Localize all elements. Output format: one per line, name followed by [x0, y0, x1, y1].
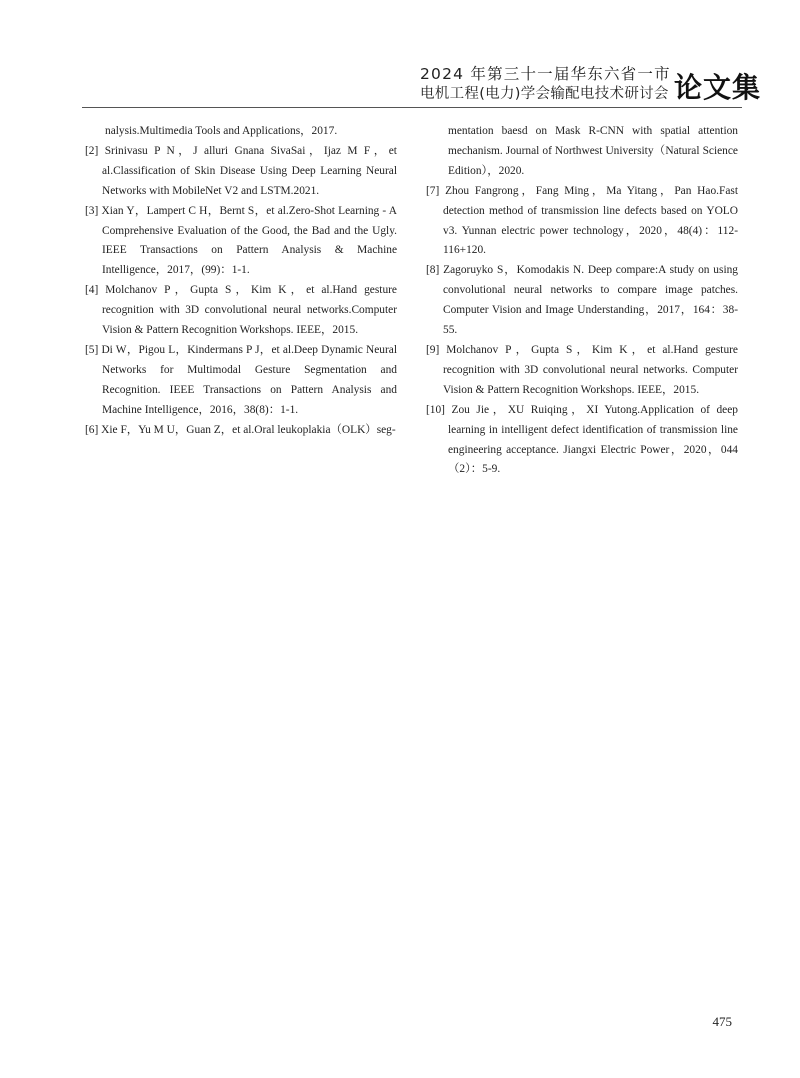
reference-text: Xian Y，Lampert C H，Bernt S，et al.Zero-Shot Learning - A Comprehensive Evaluation of the Good, the Bad and the Ugly. IEEE Transactions on Pattern Analysis & Machine Intelligence，2017，(99)：1-1.: [101, 204, 397, 277]
conference-title-line-2: 电机工程(电力)学会输配电技术研讨会: [420, 86, 669, 102]
reference-item: [85, 341, 397, 421]
reference-continuation: [85, 122, 397, 142]
references-right-column: [426, 122, 738, 480]
reference-item: [426, 341, 738, 401]
reference-item: [85, 142, 397, 202]
running-header: [420, 62, 762, 106]
reference-item: [85, 421, 397, 441]
header-rule: [82, 107, 742, 108]
reference-item: [426, 182, 738, 262]
reference-text: Srinivasu P N，J alluri Gnana SivaSai，Ijaz M F，et al.Classification of Skin Disease Using Deep Learning Neural Networks with MobileNet V2 and LSTM.2021.: [102, 144, 397, 197]
reference-text: Zou Jie，XU Ruiqing，XI Yutong.Application of deep learning in intelligent defect identification of transmission line engineering acceptance. Jiangxi Electric Power，2020，044（2）：5-9.: [448, 403, 738, 476]
reference-number: [2]: [85, 144, 99, 157]
reference-text: Di W，Pigou L，Kindermans P J，et al.Deep Dynamic Neural Networks for Multimodal Gesture Segmentation and Recognition. IEEE Transactions on Pattern Analysis and Machine Intelligence，2016，38(8)：1-1.: [101, 343, 397, 416]
reference-item: [426, 261, 738, 341]
page-number: 475: [712, 1014, 732, 1029]
reference-text: Zhou Fangrong，Fang Ming，Ma Yitang，Pan Hao.Fast detection method of transmission line defects based on YOLO v3. Yunnan electric power technology，2020，48(4)：112-116+120.: [443, 184, 738, 257]
reference-number: [7]: [426, 184, 440, 197]
references-left-column: [85, 122, 397, 441]
reference-number: [10]: [426, 403, 445, 416]
reference-text: Molchanov P，Gupta S，Kim K，et al.Hand gesture recognition with 3D convolutional neural networks.Computer Vision & Pattern Recognition Workshops. IEEE，2015.: [102, 284, 397, 337]
reference-text: nalysis.Multimedia Tools and Applications，2017.: [105, 125, 338, 137]
reference-item: [85, 281, 397, 341]
reference-number: [9]: [426, 343, 440, 356]
conference-title: [420, 64, 671, 104]
proceedings-mark: 论文集: [674, 71, 762, 104]
reference-text: mentation baesd on Mask R-CNN with spatial attention mechanism. Journal of Northwest University（Natural Science Edition），2020.: [448, 125, 738, 177]
reference-number: [3]: [85, 204, 99, 217]
reference-number: [8]: [426, 264, 440, 277]
reference-text: Molchanov P，Gupta S，Kim K，et al.Hand gesture recognition with 3D convolutional neural networks. Computer Vision & Pattern Recognition Workshops. IEEE，2015.: [443, 343, 738, 396]
reference-continuation: [426, 122, 738, 182]
reference-text: Xie F，Yu M U，Guan Z，et al.Oral leukoplakia（OLK）seg-: [101, 423, 396, 436]
reference-item: [85, 202, 397, 282]
reference-text: Zagoruyko S，Komodakis N. Deep compare:A study on using convolutional neural networks to compare image patches. Computer Vision and Image Understanding，2017，164：38-55.: [443, 264, 738, 337]
reference-number: [5]: [85, 343, 99, 356]
conference-title-line-1: 2024 年第三十一届华东六省一市: [420, 65, 671, 83]
reference-item: [426, 401, 738, 481]
reference-number: [6]: [85, 423, 99, 436]
reference-number: [4]: [85, 284, 99, 297]
